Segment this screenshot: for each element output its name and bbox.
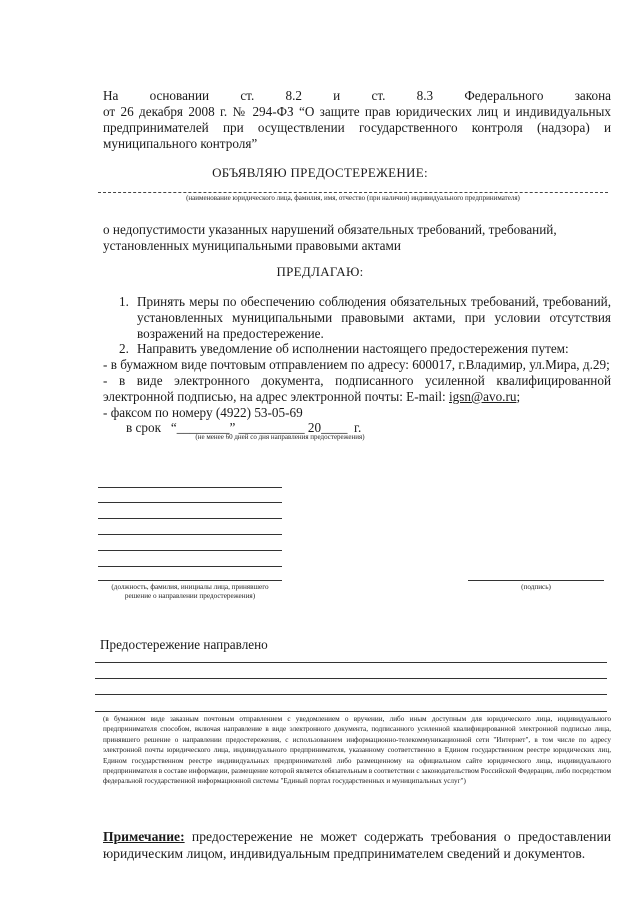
deadline-year-suffix: г.	[354, 420, 362, 435]
official-line-3	[98, 518, 282, 519]
sent-label: Предостережение направлено	[100, 637, 268, 652]
notification-methods	[103, 357, 611, 421]
method-paper: - в бумажном виде почтовым отправлением по адресу: 600017, г.Владимир, ул.Мира, д.29;	[103, 357, 610, 372]
deadline-day-blank: ________	[176, 420, 230, 435]
deadline-quote-close: ”	[229, 420, 236, 435]
signature-caption: (подпись)	[521, 583, 551, 591]
item-number: 1.	[119, 294, 129, 309]
official-line-4	[98, 534, 282, 535]
item-number: 2.	[119, 341, 129, 356]
deadline-label: в срок	[126, 420, 161, 435]
legal-basis-paragraph	[103, 88, 611, 152]
deadline-caption: (не менее 60 дней со дня направления предостережения)	[195, 433, 365, 441]
sent-line-1	[95, 662, 607, 663]
note-paragraph	[103, 828, 611, 862]
official-caption: (должность, фамилия, инициалы лица, принявшего решение о направлении предостережения)	[111, 583, 269, 600]
deadline-month-blank: __________	[238, 420, 305, 435]
electronic-prefix: электронной подписью, на адрес электронной почты: E-mail:	[103, 389, 450, 404]
signature-line	[468, 580, 604, 581]
official-line-5	[98, 550, 282, 551]
declare-heading: ОБЪЯВЛЯЮ ПРЕДОСТЕРЕЖЕНИЕ:	[212, 165, 428, 180]
basis-line-1: На основании ст. 8.2 и ст. 8.3 Федерального закона	[103, 88, 611, 103]
method-fax: - факсом по номеру (4922) 53-05-69	[103, 405, 303, 420]
deadline-year-prefix: 20	[307, 420, 322, 435]
propose-heading: ПРЕДЛАГАЮ:	[276, 264, 364, 279]
note-label: Примечание:	[103, 829, 185, 844]
official-line-1	[98, 487, 282, 488]
note-text: предостережение не может содержать требования о предоставлении юридическим лицом, индивидуальным предпринимателем сведений и документов.	[103, 829, 611, 861]
sent-caption: (в бумажном виде заказным почтовым отправлением с уведомлением о вручении, либо иным доступным для юридического лица, индивидуального предпринимателя способом, включая направление в виде электронного документа, подписанного усиленной квалифицированной электронной подписью лица, принявшего решение о направлении предостережения, с использованием информационно-телекоммуникационной сети "Интернет", в том числе по адресу электронной почты юридического лица, индивидуального предпринимателя, указанному соответственно в Едином государственном реестре юридических лиц, Едином государственном реестре индивидуальных предпринимателей либо размещенному на официальном сайте юридического лица, индивидуального предпринимателя в составе информации, размещение которой является обязательным в соответствии с законодательством Российской Федерации, либо посредством федеральной государственной информационной системы "Единый портал государственных и муниципальных услуг")	[103, 715, 611, 786]
proposal-item-1	[119, 294, 611, 342]
email-link[interactable]: igsn@avo.ru	[449, 389, 517, 404]
inadmissibility-paragraph	[103, 222, 611, 254]
sent-line-4	[95, 711, 607, 712]
item-text: Принять меры по обеспечению соблюдения обязательных требований, требований, установленных муниципальными правовыми актами, при условии отсутствия возражений на предостережение.	[137, 294, 611, 341]
inadmissibility-line-2: установленных муниципальными правовыми актами	[103, 238, 401, 253]
deadline-quote-open: “	[170, 420, 177, 435]
method-electronic-line-2	[103, 389, 611, 405]
sent-line-2	[95, 678, 607, 679]
recipient-caption: (наименование юридического лица, фамилия, имя, отчество (при наличии) индивидуального предпринимателя)	[186, 194, 520, 202]
proposal-item-2	[119, 341, 611, 357]
official-line-2	[98, 502, 282, 503]
official-line-6	[98, 566, 282, 567]
method-electronic-line-1: - в виде электронного документа, подписанного усиленной квалифицированной	[103, 373, 611, 388]
recipient-line	[98, 192, 608, 193]
official-line-7	[98, 580, 282, 581]
deadline-year-blank: ____	[321, 420, 348, 435]
inadmissibility-line-1: о недопустимости указанных нарушений обязательных требований, требований,	[103, 222, 557, 237]
basis-line-4: муниципального контроля”	[103, 136, 258, 151]
basis-line-2: от 26 декабря 2008 г. № 294-ФЗ “О защите прав юридических лиц и индивидуальных	[103, 104, 611, 119]
item-text: Направить уведомление об исполнении настоящего предостережения путем:	[137, 341, 569, 356]
electronic-suffix: ;	[516, 389, 521, 404]
basis-line-3: предпринимателей при осуществлении государственного контроля (надзора) и	[103, 120, 611, 135]
sent-line-3	[95, 694, 607, 695]
